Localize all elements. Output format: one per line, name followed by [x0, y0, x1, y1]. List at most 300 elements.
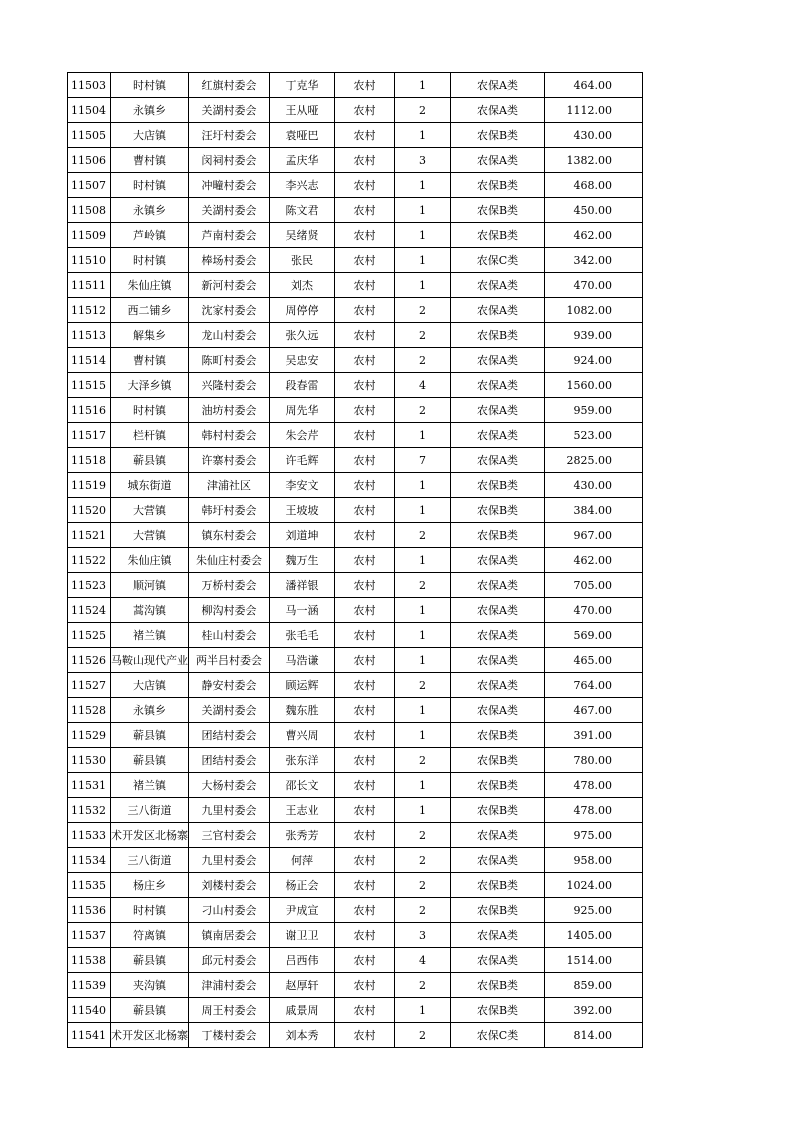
cell-type: 农保A类 [451, 848, 545, 873]
cell-id: 11541 [68, 1023, 111, 1048]
cell-village: 三官村委会 [189, 823, 270, 848]
cell-count: 4 [395, 948, 451, 973]
cell-id: 11536 [68, 898, 111, 923]
table-row [68, 973, 643, 998]
cell-count: 2 [395, 848, 451, 873]
cell-area: 农村 [335, 498, 395, 523]
cell-count: 1 [395, 473, 451, 498]
cell-amount: 975.00 [545, 823, 643, 848]
cell-village: 镇南居委会 [189, 923, 270, 948]
cell-id: 11526 [68, 648, 111, 673]
cell-type: 农保A类 [451, 448, 545, 473]
cell-count: 2 [395, 323, 451, 348]
cell-count: 2 [395, 973, 451, 998]
cell-name: 李安文 [270, 473, 335, 498]
cell-amount: 468.00 [545, 173, 643, 198]
cell-id: 11513 [68, 323, 111, 348]
cell-amount: 470.00 [545, 273, 643, 298]
cell-amount: 430.00 [545, 473, 643, 498]
table-row [68, 348, 643, 373]
cell-count: 7 [395, 448, 451, 473]
cell-town: 大泽乡镇 [111, 373, 189, 398]
cell-type: 农保A类 [451, 698, 545, 723]
cell-town: 蕲县镇 [111, 998, 189, 1023]
cell-village: 关湖村委会 [189, 198, 270, 223]
cell-count: 1 [395, 698, 451, 723]
table-row [68, 123, 643, 148]
cell-id: 11505 [68, 123, 111, 148]
cell-village: 陈町村委会 [189, 348, 270, 373]
cell-village: 刘楼村委会 [189, 873, 270, 898]
cell-count: 1 [395, 198, 451, 223]
cell-village: 韩村村委会 [189, 423, 270, 448]
cell-count: 1 [395, 223, 451, 248]
cell-area: 农村 [335, 473, 395, 498]
cell-id: 11530 [68, 748, 111, 773]
cell-amount: 478.00 [545, 773, 643, 798]
cell-count: 1 [395, 498, 451, 523]
cell-town: 永镇乡 [111, 198, 189, 223]
table-row [68, 848, 643, 873]
cell-town: 永镇乡 [111, 98, 189, 123]
table-row [68, 773, 643, 798]
cell-area: 农村 [335, 448, 395, 473]
cell-village: 九里村委会 [189, 848, 270, 873]
cell-village: 龙山村委会 [189, 323, 270, 348]
cell-amount: 1405.00 [545, 923, 643, 948]
cell-village: 刁山村委会 [189, 898, 270, 923]
cell-name: 魏万生 [270, 548, 335, 573]
table-row [68, 473, 643, 498]
cell-count: 2 [395, 398, 451, 423]
cell-area: 农村 [335, 998, 395, 1023]
cell-name: 李兴志 [270, 173, 335, 198]
cell-id: 11506 [68, 148, 111, 173]
cell-area: 农村 [335, 323, 395, 348]
cell-amount: 925.00 [545, 898, 643, 923]
cell-id: 11515 [68, 373, 111, 398]
cell-count: 1 [395, 123, 451, 148]
cell-amount: 959.00 [545, 398, 643, 423]
table-row [68, 398, 643, 423]
cell-town: 时村镇 [111, 898, 189, 923]
cell-village: 关湖村委会 [189, 98, 270, 123]
cell-type: 农保A类 [451, 548, 545, 573]
cell-count: 1 [395, 173, 451, 198]
table-row [68, 748, 643, 773]
cell-count: 2 [395, 348, 451, 373]
cell-type: 农保A类 [451, 573, 545, 598]
cell-village: 两半吕村委会 [189, 648, 270, 673]
cell-amount: 464.00 [545, 73, 643, 98]
cell-town: 大营镇 [111, 523, 189, 548]
cell-count: 3 [395, 148, 451, 173]
cell-id: 11539 [68, 973, 111, 998]
cell-amount: 391.00 [545, 723, 643, 748]
cell-area: 农村 [335, 148, 395, 173]
cell-type: 农保B类 [451, 173, 545, 198]
cell-count: 3 [395, 923, 451, 948]
cell-type: 农保A类 [451, 948, 545, 973]
cell-amount: 1112.00 [545, 98, 643, 123]
cell-area: 农村 [335, 598, 395, 623]
cell-area: 农村 [335, 873, 395, 898]
cell-amount: 467.00 [545, 698, 643, 723]
cell-type: 农保A类 [451, 373, 545, 398]
cell-area: 农村 [335, 973, 395, 998]
cell-area: 农村 [335, 648, 395, 673]
cell-town: 蕲县镇 [111, 723, 189, 748]
cell-id: 11511 [68, 273, 111, 298]
cell-area: 农村 [335, 948, 395, 973]
cell-area: 农村 [335, 823, 395, 848]
table-row [68, 223, 643, 248]
cell-area: 农村 [335, 523, 395, 548]
cell-area: 农村 [335, 73, 395, 98]
cell-town: 曹村镇 [111, 148, 189, 173]
cell-area: 农村 [335, 548, 395, 573]
cell-town: 朱仙庄镇 [111, 548, 189, 573]
table-row [68, 498, 643, 523]
cell-town: 蕲县镇 [111, 948, 189, 973]
cell-type: 农保A类 [451, 823, 545, 848]
cell-type: 农保B类 [451, 873, 545, 898]
cell-name: 赵厚轩 [270, 973, 335, 998]
table-row [68, 998, 643, 1023]
cell-id: 11520 [68, 498, 111, 523]
cell-count: 1 [395, 773, 451, 798]
cell-count: 2 [395, 898, 451, 923]
cell-count: 2 [395, 873, 451, 898]
table-row [68, 98, 643, 123]
cell-name: 丁克华 [270, 73, 335, 98]
cell-area: 农村 [335, 123, 395, 148]
cell-town: 马鞍山现代产业 [111, 648, 189, 673]
cell-name: 尹成宣 [270, 898, 335, 923]
cell-amount: 1082.00 [545, 298, 643, 323]
cell-amount: 569.00 [545, 623, 643, 648]
table-row [68, 198, 643, 223]
cell-type: 农保A类 [451, 298, 545, 323]
cell-area: 农村 [335, 423, 395, 448]
table-row [68, 423, 643, 448]
cell-count: 2 [395, 748, 451, 773]
cell-id: 11516 [68, 398, 111, 423]
cell-area: 农村 [335, 773, 395, 798]
cell-type: 农保C类 [451, 1023, 545, 1048]
cell-name: 刘道坤 [270, 523, 335, 548]
cell-area: 农村 [335, 248, 395, 273]
cell-village: 许寨村委会 [189, 448, 270, 473]
cell-town: 芦岭镇 [111, 223, 189, 248]
cell-village: 油坊村委会 [189, 398, 270, 423]
table-row [68, 948, 643, 973]
cell-amount: 924.00 [545, 348, 643, 373]
table-row [68, 448, 643, 473]
cell-name: 张民 [270, 248, 335, 273]
cell-type: 农保A类 [451, 423, 545, 448]
cell-name: 顾运辉 [270, 673, 335, 698]
cell-area: 农村 [335, 198, 395, 223]
cell-town: 蕲县镇 [111, 748, 189, 773]
cell-area: 农村 [335, 673, 395, 698]
table-row [68, 173, 643, 198]
cell-type: 农保A类 [451, 73, 545, 98]
cell-count: 1 [395, 423, 451, 448]
cell-id: 11504 [68, 98, 111, 123]
cell-area: 农村 [335, 98, 395, 123]
cell-type: 农保A类 [451, 598, 545, 623]
cell-amount: 1024.00 [545, 873, 643, 898]
cell-area: 农村 [335, 748, 395, 773]
cell-amount: 465.00 [545, 648, 643, 673]
cell-village: 团结村委会 [189, 748, 270, 773]
cell-amount: 1560.00 [545, 373, 643, 398]
cell-amount: 1382.00 [545, 148, 643, 173]
cell-village: 万桥村委会 [189, 573, 270, 598]
cell-type: 农保B类 [451, 323, 545, 348]
cell-count: 1 [395, 248, 451, 273]
cell-village: 汪圩村委会 [189, 123, 270, 148]
cell-area: 农村 [335, 848, 395, 873]
cell-town: 三八街道 [111, 848, 189, 873]
cell-count: 1 [395, 648, 451, 673]
cell-id: 11534 [68, 848, 111, 873]
cell-amount: 958.00 [545, 848, 643, 873]
cell-area: 农村 [335, 173, 395, 198]
cell-village: 红旗村委会 [189, 73, 270, 98]
cell-id: 11535 [68, 873, 111, 898]
cell-town: 顺河镇 [111, 573, 189, 598]
cell-village: 芦南村委会 [189, 223, 270, 248]
table-row [68, 273, 643, 298]
cell-name: 陈文君 [270, 198, 335, 223]
cell-id: 11514 [68, 348, 111, 373]
table-row [68, 298, 643, 323]
cell-amount: 384.00 [545, 498, 643, 523]
cell-name: 许毛辉 [270, 448, 335, 473]
cell-name: 魏东胜 [270, 698, 335, 723]
cell-town: 西二铺乡 [111, 298, 189, 323]
cell-area: 农村 [335, 923, 395, 948]
cell-type: 农保B类 [451, 523, 545, 548]
cell-amount: 478.00 [545, 798, 643, 823]
cell-area: 农村 [335, 623, 395, 648]
cell-name: 潘祥银 [270, 573, 335, 598]
cell-area: 农村 [335, 798, 395, 823]
cell-village: 镇东村委会 [189, 523, 270, 548]
cell-count: 1 [395, 998, 451, 1023]
table-row [68, 698, 643, 723]
cell-amount: 450.00 [545, 198, 643, 223]
cell-town: 大店镇 [111, 673, 189, 698]
cell-village: 九里村委会 [189, 798, 270, 823]
cell-id: 11528 [68, 698, 111, 723]
cell-name: 马浩谦 [270, 648, 335, 673]
cell-id: 11510 [68, 248, 111, 273]
table-row [68, 523, 643, 548]
relief-table [67, 72, 643, 1048]
cell-town: 曹村镇 [111, 348, 189, 373]
cell-amount: 2825.00 [545, 448, 643, 473]
cell-area: 农村 [335, 698, 395, 723]
cell-town: 大营镇 [111, 498, 189, 523]
cell-type: 农保B类 [451, 123, 545, 148]
table-row [68, 373, 643, 398]
cell-id: 11522 [68, 548, 111, 573]
cell-type: 农保C类 [451, 248, 545, 273]
cell-area: 农村 [335, 273, 395, 298]
cell-name: 曹兴周 [270, 723, 335, 748]
cell-type: 农保A类 [451, 348, 545, 373]
cell-id: 11525 [68, 623, 111, 648]
cell-amount: 705.00 [545, 573, 643, 598]
cell-id: 11531 [68, 773, 111, 798]
cell-village: 棒场村委会 [189, 248, 270, 273]
cell-count: 2 [395, 1023, 451, 1048]
cell-id: 11512 [68, 298, 111, 323]
cell-village: 静安村委会 [189, 673, 270, 698]
cell-amount: 967.00 [545, 523, 643, 548]
cell-id: 11518 [68, 448, 111, 473]
cell-town: 解集乡 [111, 323, 189, 348]
cell-id: 11533 [68, 823, 111, 848]
cell-type: 农保A类 [451, 923, 545, 948]
cell-amount: 430.00 [545, 123, 643, 148]
cell-type: 农保B类 [451, 473, 545, 498]
cell-name: 王从哑 [270, 98, 335, 123]
cell-town: 城东街道 [111, 473, 189, 498]
cell-id: 11529 [68, 723, 111, 748]
cell-id: 11538 [68, 948, 111, 973]
cell-name: 张秀芳 [270, 823, 335, 848]
cell-type: 农保A类 [451, 623, 545, 648]
cell-town: 栏杆镇 [111, 423, 189, 448]
cell-town: 术开发区北杨寨 [111, 1023, 189, 1048]
cell-name: 王坡坡 [270, 498, 335, 523]
table-body [68, 73, 643, 1048]
cell-name: 刘本秀 [270, 1023, 335, 1048]
cell-town: 时村镇 [111, 173, 189, 198]
table-row [68, 598, 643, 623]
cell-count: 2 [395, 298, 451, 323]
cell-town: 夹沟镇 [111, 973, 189, 998]
cell-type: 农保A类 [451, 648, 545, 673]
cell-village: 丁楼村委会 [189, 1023, 270, 1048]
cell-village: 沈家村委会 [189, 298, 270, 323]
cell-town: 大店镇 [111, 123, 189, 148]
table-row [68, 73, 643, 98]
cell-village: 津浦村委会 [189, 973, 270, 998]
cell-name: 邵长文 [270, 773, 335, 798]
table-row [68, 1023, 643, 1048]
cell-amount: 780.00 [545, 748, 643, 773]
cell-town: 朱仙庄镇 [111, 273, 189, 298]
cell-village: 邱元村委会 [189, 948, 270, 973]
cell-area: 农村 [335, 1023, 395, 1048]
cell-area: 农村 [335, 373, 395, 398]
table-row [68, 723, 643, 748]
cell-id: 11509 [68, 223, 111, 248]
cell-village: 团结村委会 [189, 723, 270, 748]
cell-name: 孟庆华 [270, 148, 335, 173]
cell-amount: 470.00 [545, 598, 643, 623]
cell-amount: 523.00 [545, 423, 643, 448]
cell-town: 杨庄乡 [111, 873, 189, 898]
cell-village: 桂山村委会 [189, 623, 270, 648]
cell-id: 11507 [68, 173, 111, 198]
cell-village: 闵祠村委会 [189, 148, 270, 173]
cell-type: 农保B类 [451, 798, 545, 823]
cell-village: 大杨村委会 [189, 773, 270, 798]
cell-name: 张久远 [270, 323, 335, 348]
table-row [68, 323, 643, 348]
cell-id: 11519 [68, 473, 111, 498]
cell-area: 农村 [335, 348, 395, 373]
cell-village: 冲疃村委会 [189, 173, 270, 198]
cell-id: 11532 [68, 798, 111, 823]
cell-town: 时村镇 [111, 398, 189, 423]
cell-id: 11540 [68, 998, 111, 1023]
cell-type: 农保B类 [451, 898, 545, 923]
cell-amount: 342.00 [545, 248, 643, 273]
cell-type: 农保A类 [451, 148, 545, 173]
cell-name: 周停停 [270, 298, 335, 323]
table-row [68, 548, 643, 573]
cell-count: 1 [395, 723, 451, 748]
table-row [68, 623, 643, 648]
cell-count: 1 [395, 798, 451, 823]
cell-village: 兴隆村委会 [189, 373, 270, 398]
cell-village: 柳沟村委会 [189, 598, 270, 623]
cell-amount: 939.00 [545, 323, 643, 348]
cell-count: 1 [395, 73, 451, 98]
cell-name: 周先华 [270, 398, 335, 423]
cell-name: 杨正会 [270, 873, 335, 898]
cell-type: 农保A类 [451, 673, 545, 698]
cell-type: 农保A类 [451, 98, 545, 123]
cell-name: 戚景周 [270, 998, 335, 1023]
cell-count: 2 [395, 523, 451, 548]
cell-village: 朱仙庄村委会 [189, 548, 270, 573]
cell-amount: 462.00 [545, 548, 643, 573]
table-row [68, 898, 643, 923]
cell-village: 周王村委会 [189, 998, 270, 1023]
cell-amount: 764.00 [545, 673, 643, 698]
cell-id: 11517 [68, 423, 111, 448]
cell-area: 农村 [335, 298, 395, 323]
table-row [68, 873, 643, 898]
table-row [68, 798, 643, 823]
table-row [68, 573, 643, 598]
cell-town: 时村镇 [111, 73, 189, 98]
cell-type: 农保B类 [451, 973, 545, 998]
cell-name: 袁哑巴 [270, 123, 335, 148]
table-row [68, 823, 643, 848]
cell-count: 2 [395, 98, 451, 123]
cell-id: 11523 [68, 573, 111, 598]
cell-name: 吕西伟 [270, 948, 335, 973]
cell-name: 段春雷 [270, 373, 335, 398]
cell-amount: 392.00 [545, 998, 643, 1023]
cell-count: 2 [395, 823, 451, 848]
cell-town: 永镇乡 [111, 698, 189, 723]
cell-type: 农保B类 [451, 748, 545, 773]
cell-type: 农保B类 [451, 723, 545, 748]
cell-type: 农保A类 [451, 273, 545, 298]
cell-area: 农村 [335, 898, 395, 923]
cell-name: 张东洋 [270, 748, 335, 773]
